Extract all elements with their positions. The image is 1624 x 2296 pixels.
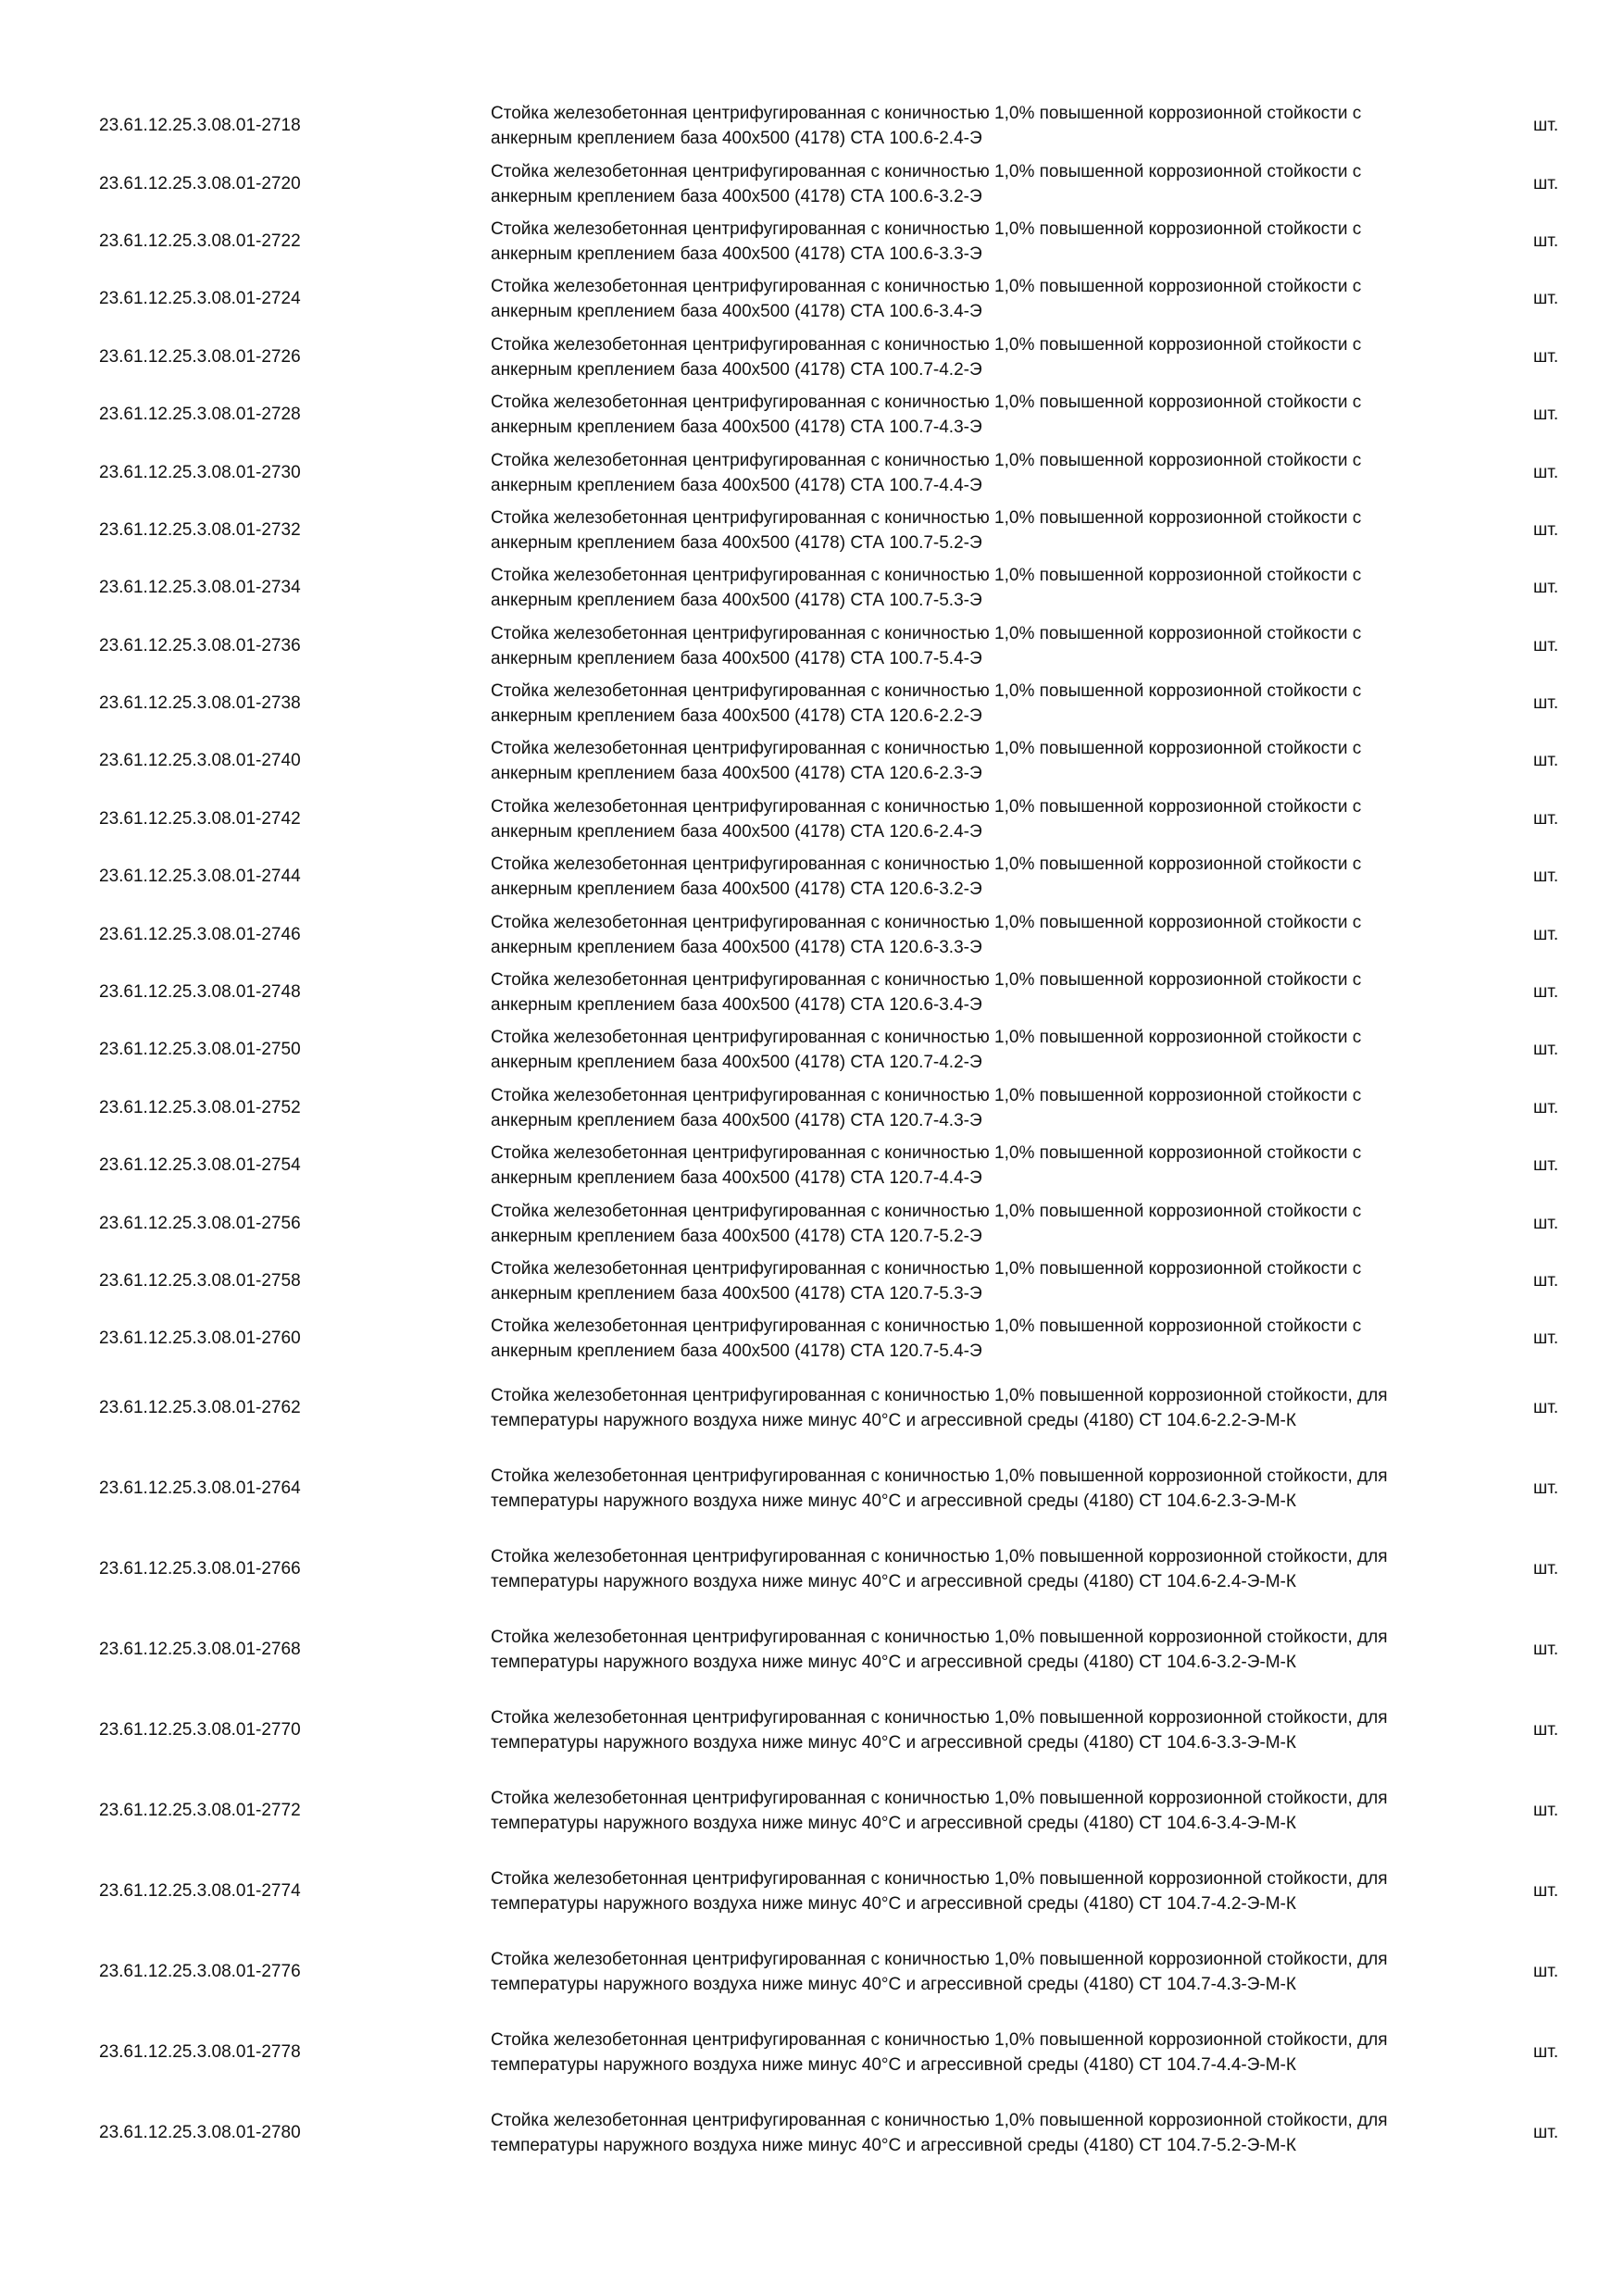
resource-description: Стойка железобетонная центрифугированная с коничностью 1,0% повышенной коррозионной стойкости, для температуры наружного воздуха ниже минус 40°С и агрессивной среды (4180) СТ 104.6-3.3-Э-М-К (491, 1708, 1388, 1753)
resource-code: 23.61.12.25.3.08.01-2780 (99, 2123, 301, 2143)
table-row (0, 1021, 1624, 1079)
price-list-table (0, 97, 1624, 2174)
table-row (0, 964, 1624, 1021)
resource-description: Стойка железобетонная центрифугированная с коничностью 1,0% повышенной коррозионной стойкости с анкерным креплением база 400х500 (4178) СТА 120.7-4.3-Э (491, 1085, 1362, 1130)
unit-of-measure: шт. (1533, 1398, 1559, 1418)
table-row (0, 1449, 1624, 1529)
unit-of-measure: шт. (1533, 924, 1559, 944)
resource-code: 23.61.12.25.3.08.01-2774 (99, 1881, 301, 1902)
table-row (0, 1852, 1624, 1932)
resource-description: Стойка железобетонная центрифугированная с коничностью 1,0% повышенной коррозионной стойкости с анкерным креплением база 400х500 (4178) СТА 100.7-4.3-Э (491, 393, 1362, 438)
unit-of-measure: шт. (1533, 1559, 1559, 1579)
resource-code: 23.61.12.25.3.08.01-2754 (99, 1155, 301, 1176)
unit-of-measure: шт. (1533, 635, 1559, 655)
resource-description: Стойка железобетонная центрифугированная с коничностью 1,0% повышенной коррозионной стойкости с анкерным креплением база 400х500 (4178) СТА 100.6-2.4-Э (491, 104, 1362, 149)
unit-of-measure: шт. (1533, 1479, 1559, 1499)
resource-description: Стойка железобетонная центрифугированная с коничностью 1,0% повышенной коррозионной стойкости, для температуры наружного воздуха ниже минус 40°С и агрессивной среды (4180) СТ 104.6-3.2-Э-М-К (491, 1628, 1388, 1673)
resource-code: 23.61.12.25.3.08.01-2738 (99, 693, 301, 714)
resource-code: 23.61.12.25.3.08.01-2724 (99, 289, 301, 309)
table-row (0, 732, 1624, 790)
unit-of-measure: шт. (1533, 116, 1559, 136)
table-row (0, 1137, 1624, 1194)
resource-description: Стойка железобетонная центрифугированная с коничностью 1,0% повышенной коррозионной стойкости с анкерным креплением база 400х500 (4178) СТА 120.7-4.2-Э (491, 1028, 1362, 1073)
resource-code: 23.61.12.25.3.08.01-2748 (99, 982, 301, 1003)
resource-description: Стойка железобетонная центрифугированная с коничностью 1,0% повышенной коррозионной стойкости с анкерным креплением база 400х500 (4178) СТА 120.6-2.2-Э (491, 681, 1362, 727)
resource-code: 23.61.12.25.3.08.01-2750 (99, 1040, 301, 1060)
resource-description: Стойка железобетонная центрифугированная с коничностью 1,0% повышенной коррозионной стойкости с анкерным креплением база 400х500 (4178) СТА 120.6-3.2-Э (491, 855, 1362, 900)
resource-description: Стойка железобетонная центрифугированная с коничностью 1,0% повышенной коррозионной стойкости с анкерным креплением база 400х500 (4178) СТА 100.6-3.4-Э (491, 277, 1362, 322)
resource-code: 23.61.12.25.3.08.01-2752 (99, 1097, 301, 1117)
table-row (0, 1079, 1624, 1137)
resource-description: Стойка железобетонная центрифугированная с коничностью 1,0% повышенной коррозионной стойкости с анкерным креплением база 400х500 (4178) СТА 100.7-4.2-Э (491, 334, 1362, 380)
resource-code: 23.61.12.25.3.08.01-2768 (99, 1640, 301, 1660)
resource-description: Стойка железобетонная центрифугированная с коничностью 1,0% повышенной коррозионной стойкости с анкерным креплением база 400х500 (4178) СТА 100.7-4.4-Э (491, 450, 1362, 495)
table-row (0, 1368, 1624, 1449)
resource-code: 23.61.12.25.3.08.01-2720 (99, 173, 301, 193)
resource-code: 23.61.12.25.3.08.01-2770 (99, 1720, 301, 1741)
unit-of-measure: шт. (1533, 751, 1559, 771)
resource-code: 23.61.12.25.3.08.01-2726 (99, 346, 301, 367)
table-row (0, 155, 1624, 212)
unit-of-measure: шт. (1533, 1640, 1559, 1660)
table-row (0, 559, 1624, 617)
resource-description: Стойка железобетонная центрифугированная с коничностью 1,0% повышенной коррозионной стойкости с анкерным креплением база 400х500 (4178) СТА 100.7-5.3-Э (491, 566, 1362, 611)
table-row (0, 1771, 1624, 1852)
resource-description: Стойка железобетонная центрифугированная с коничностью 1,0% повышенной коррозионной стойкости, для температуры наружного воздуха ниже минус 40°С и агрессивной среды (4180) СТ 104.7-4.3-Э-М-К (491, 1950, 1388, 1995)
unit-of-measure: шт. (1533, 693, 1559, 714)
unit-of-measure: шт. (1533, 462, 1559, 482)
unit-of-measure: шт. (1533, 578, 1559, 598)
unit-of-measure: шт. (1533, 1881, 1559, 1902)
resource-description: Стойка железобетонная центрифугированная с коничностью 1,0% повышенной коррозионной стойкости, для температуры наружного воздуха ниже минус 40°С и агрессивной среды (4180) СТ 104.6-2.3-Э-М-К (491, 1466, 1388, 1512)
table-row (0, 905, 1624, 963)
resource-code: 23.61.12.25.3.08.01-2740 (99, 751, 301, 771)
unit-of-measure: шт. (1533, 867, 1559, 887)
table-row (0, 1932, 1624, 2013)
resource-description: Стойка железобетонная центрифугированная с коничностью 1,0% повышенной коррозионной стойкости с анкерным креплением база 400х500 (4178) СТА 120.7-5.4-Э (491, 1316, 1362, 1362)
resource-code: 23.61.12.25.3.08.01-2728 (99, 405, 301, 425)
resource-code: 23.61.12.25.3.08.01-2718 (99, 116, 301, 136)
resource-code: 23.61.12.25.3.08.01-2776 (99, 1962, 301, 1982)
resource-description: Стойка железобетонная центрифугированная с коничностью 1,0% повышенной коррозионной стойкости с анкерным креплением база 400х500 (4178) СТА 120.6-2.4-Э (491, 796, 1362, 842)
table-row (0, 848, 1624, 905)
resource-code: 23.61.12.25.3.08.01-2730 (99, 462, 301, 482)
table-row (0, 1691, 1624, 1771)
table-row (0, 2093, 1624, 2174)
table-row (0, 97, 1624, 155)
table-row (0, 443, 1624, 501)
resource-description: Стойка железобетонная центрифугированная с коничностью 1,0% повышенной коррозионной стойкости с анкерным креплением база 400х500 (4178) СТА 120.7-5.3-Э (491, 1259, 1362, 1304)
resource-description: Стойка железобетонная центрифугированная с коничностью 1,0% повышенной коррозионной стойкости с анкерным креплением база 400х500 (4178) СТА 120.6-2.3-Э (491, 739, 1362, 784)
table-row (0, 270, 1624, 328)
resource-code: 23.61.12.25.3.08.01-2778 (99, 2042, 301, 2063)
resource-code: 23.61.12.25.3.08.01-2762 (99, 1398, 301, 1418)
resource-description: Стойка железобетонная центрифугированная с коничностью 1,0% повышенной коррозионной стойкости с анкерным креплением база 400х500 (4178) СТА 120.6-3.3-Э (491, 912, 1362, 957)
unit-of-measure: шт. (1533, 231, 1559, 251)
resource-description: Стойка железобетонная центрифугированная с коничностью 1,0% повышенной коррозионной стойкости, для температуры наружного воздуха ниже минус 40°С и агрессивной среды (4180) СТ 104.7-4.4-Э-М-К (491, 2030, 1388, 2076)
resource-code: 23.61.12.25.3.08.01-2760 (99, 1329, 301, 1349)
resource-description: Стойка железобетонная центрифугированная с коничностью 1,0% повышенной коррозионной стойкости с анкерным креплением база 400х500 (4178) СТА 100.6-3.3-Э (491, 218, 1362, 264)
table-row (0, 675, 1624, 732)
resource-code: 23.61.12.25.3.08.01-2764 (99, 1479, 301, 1499)
table-row (0, 502, 1624, 559)
resource-code: 23.61.12.25.3.08.01-2758 (99, 1271, 301, 1291)
resource-code: 23.61.12.25.3.08.01-2732 (99, 519, 301, 540)
resource-code: 23.61.12.25.3.08.01-2772 (99, 1801, 301, 1821)
resource-description: Стойка железобетонная центрифугированная с коничностью 1,0% повышенной коррозионной стойкости, для температуры наружного воздуха ниже минус 40°С и агрессивной среды (4180) СТ 104.7-5.2-Э-М-К (491, 2111, 1388, 2156)
resource-code: 23.61.12.25.3.08.01-2756 (99, 1213, 301, 1233)
resource-description: Стойка железобетонная центрифугированная с коничностью 1,0% повышенной коррозионной стойкости с анкерным креплением база 400х500 (4178) СТА 100.7-5.4-Э (491, 623, 1362, 668)
table-row (0, 1529, 1624, 1610)
resource-description: Стойка железобетонная центрифугированная с коничностью 1,0% повышенной коррозионной стойкости, для температуры наружного воздуха ниже минус 40°С и агрессивной среды (4180) СТ 104.7-4.2-Э-М-К (491, 1869, 1388, 1915)
resource-description: Стойка железобетонная центрифугированная с коничностью 1,0% повышенной коррозионной стойкости с анкерным креплением база 400х500 (4178) СТА 120.7-4.4-Э (491, 1143, 1362, 1189)
resource-code: 23.61.12.25.3.08.01-2734 (99, 578, 301, 598)
table-row (0, 791, 1624, 848)
resource-description: Стойка железобетонная центрифугированная с коничностью 1,0% повышенной коррозионной стойкости с анкерным креплением база 400х500 (4178) СТА 120.7-5.2-Э (491, 1201, 1362, 1246)
table-row (0, 1194, 1624, 1252)
table-row (0, 213, 1624, 270)
table-row (0, 329, 1624, 386)
unit-of-measure: шт. (1533, 1720, 1559, 1741)
resource-description: Стойка железобетонная центрифугированная с коничностью 1,0% повышенной коррозионной стойкости с анкерным креплением база 400х500 (4178) СТА 100.7-5.2-Э (491, 507, 1362, 553)
unit-of-measure: шт. (1533, 289, 1559, 309)
resource-description: Стойка железобетонная центрифугированная с коничностью 1,0% повышенной коррозионной стойкости, для температуры наружного воздуха ниже минус 40°С и агрессивной среды (4180) СТ 104.6-2.4-Э-М-К (491, 1547, 1388, 1592)
unit-of-measure: шт. (1533, 173, 1559, 193)
table-row (0, 386, 1624, 443)
unit-of-measure: шт. (1533, 1213, 1559, 1233)
unit-of-measure: шт. (1533, 1329, 1559, 1349)
unit-of-measure: шт. (1533, 1097, 1559, 1117)
unit-of-measure: шт. (1533, 2123, 1559, 2143)
unit-of-measure: шт. (1533, 346, 1559, 367)
unit-of-measure: шт. (1533, 519, 1559, 540)
table-row (0, 618, 1624, 675)
unit-of-measure: шт. (1533, 2042, 1559, 2063)
resource-description: Стойка железобетонная центрифугированная с коничностью 1,0% повышенной коррозионной стойкости с анкерным креплением база 400х500 (4178) СТА 100.6-3.2-Э (491, 161, 1362, 206)
unit-of-measure: шт. (1533, 1962, 1559, 1982)
unit-of-measure: шт. (1533, 1271, 1559, 1291)
table-row (0, 2013, 1624, 2093)
table-row (0, 1610, 1624, 1691)
resource-description: Стойка железобетонная центрифугированная с коничностью 1,0% повышенной коррозионной стойкости, для температуры наружного воздуха ниже минус 40°С и агрессивной среды (4180) СТ 104.6-2.2-Э-М-К (491, 1386, 1388, 1431)
table-row (0, 1253, 1624, 1310)
resource-code: 23.61.12.25.3.08.01-2742 (99, 808, 301, 829)
unit-of-measure: шт. (1533, 1040, 1559, 1060)
resource-code: 23.61.12.25.3.08.01-2722 (99, 231, 301, 251)
resource-description: Стойка железобетонная центрифугированная с коничностью 1,0% повышенной коррозионной стойкости, для температуры наружного воздуха ниже минус 40°С и агрессивной среды (4180) СТ 104.6-3.4-Э-М-К (491, 1789, 1388, 1834)
unit-of-measure: шт. (1533, 1801, 1559, 1821)
resource-code: 23.61.12.25.3.08.01-2744 (99, 867, 301, 887)
table-row (0, 1310, 1624, 1367)
resource-code: 23.61.12.25.3.08.01-2746 (99, 924, 301, 944)
unit-of-measure: шт. (1533, 808, 1559, 829)
unit-of-measure: шт. (1533, 982, 1559, 1003)
resource-code: 23.61.12.25.3.08.01-2736 (99, 635, 301, 655)
resource-code: 23.61.12.25.3.08.01-2766 (99, 1559, 301, 1579)
unit-of-measure: шт. (1533, 405, 1559, 425)
unit-of-measure: шт. (1533, 1155, 1559, 1176)
resource-description: Стойка железобетонная центрифугированная с коничностью 1,0% повышенной коррозионной стойкости с анкерным креплением база 400х500 (4178) СТА 120.6-3.4-Э (491, 970, 1362, 1016)
